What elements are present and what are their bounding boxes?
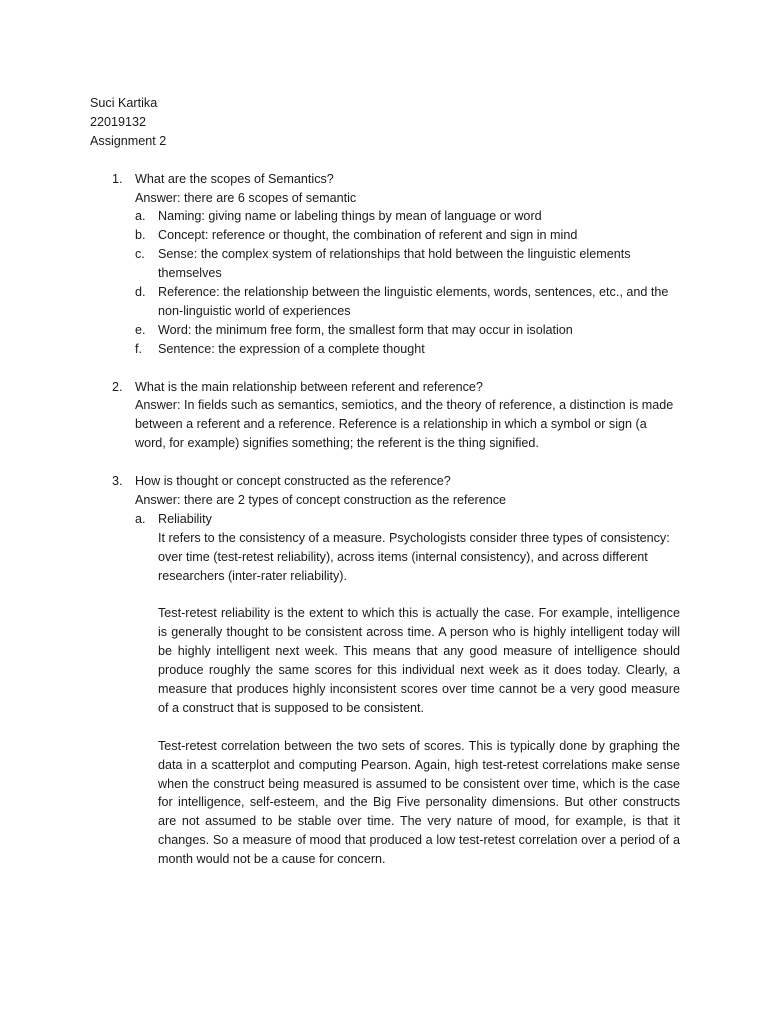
list-item <box>135 283 680 321</box>
spacer <box>90 453 680 472</box>
question-number: 2. <box>112 379 123 394</box>
paragraph-1: It refers to the consistency of a measure. Psychologists consider three types of consistency: over time (test-retest reliability), across items (internal consistency), and across different researchers (inter-rater reliability). <box>158 530 670 583</box>
question-number: 1. <box>112 171 123 186</box>
section-heading: Reliability <box>158 511 212 526</box>
list-letter: a. <box>135 209 146 224</box>
question-text: What is the main relationship between referent and reference? <box>135 379 483 394</box>
answer-intro: Answer: there are 2 types of concept construction as the reference <box>135 492 507 507</box>
list-letter: e. <box>135 322 146 337</box>
list-text: Word: the minimum free form, the smallest form that may occur in isolation <box>158 322 573 337</box>
list-text: Naming: giving name or labeling things by mean of language or word <box>158 209 542 224</box>
list-letter: a. <box>135 511 146 526</box>
question-text: How is thought or concept constructed as the reference? <box>135 474 451 489</box>
list-item <box>135 321 680 340</box>
spacer <box>158 586 680 605</box>
list-item <box>135 226 680 245</box>
document-page <box>90 94 680 869</box>
list-item <box>135 510 680 529</box>
list-text: Sense: the complex system of relationships that hold between the linguistic elements themselves <box>158 247 631 281</box>
answer-intro: Answer: there are 6 scopes of semantic <box>135 190 357 205</box>
student-id: 22019132 <box>90 114 147 129</box>
spacer <box>90 151 680 170</box>
list-text: Concept: reference or thought, the combination of referent and sign in mind <box>158 228 578 243</box>
question-3 <box>90 472 680 869</box>
list-item <box>135 340 680 359</box>
paragraph-3: Test-retest correlation between the two sets of scores. This is typically done by graphing the data in a scatterplot and computing Pearson. Again, high test-retest correlations make sense when the construct being measured is assumed to be consistent over time, which is the case for intelligence, self-esteem, and the Big Five personality dimensions. But other constructs are not assumed to be stable over time. The very nature of mood, for example, is that it changes. So a measure of mood that produced a low test-retest correlation over a period of a month would not be a cause for concern. <box>158 738 680 867</box>
paragraph-2: Test-retest reliability is the extent to which this is actually the case. For example, intelligence is generally thought to be consistent across time. A person who is highly intelligent today will be highly intelligent next week. This means that any good measure of intelligence should produce roughly the same scores for this individual next week as it does today. Clearly, a measure that produces highly inconsistent scores over time cannot be a very good measure of a construct that is supposed to be consistent. <box>158 606 680 715</box>
list-letter: d. <box>135 285 146 300</box>
question-2 <box>90 378 680 454</box>
spacer <box>158 718 680 737</box>
assignment-title: Assignment 2 <box>90 133 167 148</box>
question-1 <box>90 170 680 359</box>
author-name: Suci Kartika <box>90 96 158 110</box>
spacer <box>90 359 680 378</box>
list-text: Reference: the relationship between the linguistic elements, words, sentences, etc., and the non-linguistic world of experiences <box>158 285 669 318</box>
list-letter: f. <box>135 341 142 356</box>
reliability-section <box>135 529 680 869</box>
list-letter: c. <box>135 247 145 262</box>
question-number: 3. <box>112 474 123 489</box>
list-item <box>135 207 680 226</box>
list-letter: b. <box>135 228 146 243</box>
answer-text: Answer: In fields such as semantics, semiotics, and the theory of reference, a distinction is made between a referent and a reference. Reference is a relationship in which a symbol or sign (a word, for example) signifies something; the referent is the thing signified. <box>135 398 674 451</box>
list-text: Sentence: the expression of a complete thought <box>158 341 425 356</box>
question-text: What are the scopes of Semantics? <box>135 171 334 186</box>
list-item <box>135 245 680 283</box>
